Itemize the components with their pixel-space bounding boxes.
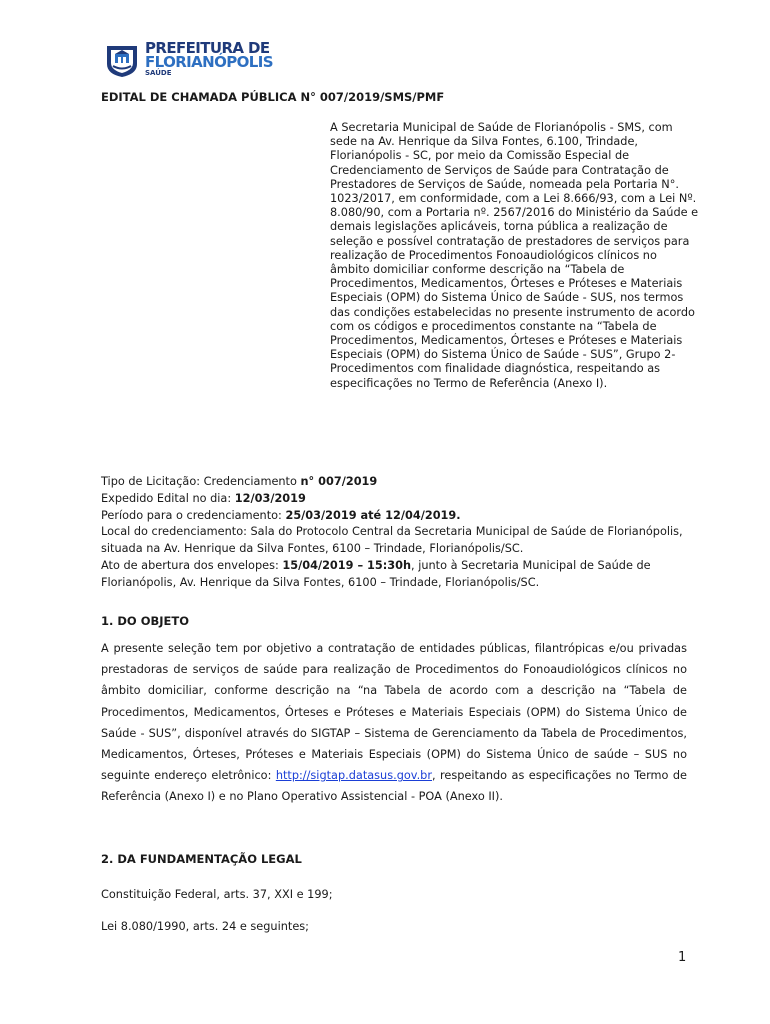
preamble-block (330, 121, 700, 391)
periodo-label: Período para o credenciamento: (101, 508, 286, 522)
document-title: EDITAL DE CHAMADA PÚBLICA N° 007/2019/SMS/PMF (101, 90, 445, 104)
logo-line-3: SAÚDE (145, 69, 172, 77)
tipo-label: Tipo de Licitação: Credenciamento (101, 475, 301, 488)
legal-item-constituicao: Constituição Federal, arts. 37, XXI e 199; (101, 888, 333, 901)
expedido-label: Expedido Edital no dia: (101, 491, 235, 505)
section-1-text-end: , respeitando as especificações no Termo de Referência (Anexo I) e no Plano Operativo Assistencial - POA (Anexo II). (101, 769, 687, 804)
periodo-value: 25/03/2019 até 12/04/2019. (285, 508, 461, 522)
ato-value: 15/04/2019 – 15:30h (282, 558, 412, 572)
section-1-heading: 1. DO OBJETO (101, 614, 189, 628)
info-block (101, 474, 691, 592)
preamble-text: A Secretaria Municipal de Saúde de Florianópolis - SMS, com sede na Av. Henrique da Silva Fontes, 6.100, Trindade, Florianópolis - SC, por meio da Comissão Especial de Credenciamento de Serviços de Saúde para Contratação de Prestadores de Serviços de Saúde, nomeada pela Portaria N°. 1023/2017, em conformidade, com a Lei 8.666/93, com a Lei Nº. 8.080/90, com a Portaria nº. 2567/2016 do Ministério da Saúde e demais legislações aplicáveis, torna pública a realização de seleção e possível contratação de prestadores de serviços para realização de Procedimentos Fonoaudiológicos clínicos no âmbito domiciliar conforme descrição na “Tabela de Procedimentos, Medicamentos, Órteses e Próteses e Materiais Especiais (OPM) do Sistema Único de Saúde - SUS, nos termos das condições estabelecidas no presente instrumento de acordo com os códigos e procedimentos constante na “Tabela de Procedimentos, Medicamentos, Órteses e Próteses e Materiais Especiais (OPM) do Sistema Único de Saúde - SUS”, Grupo 2-Procedimentos com finalidade diagnóstica, respeitando as especificações no Termo de Referência (Anexo I). (330, 121, 699, 390)
logo-line-1: PREFEITURA DE (145, 39, 270, 57)
section-1-body (101, 638, 687, 808)
page-number: 1 (678, 950, 687, 965)
info-periodo (101, 508, 691, 525)
info-expedido (101, 491, 691, 508)
sigtap-link[interactable]: http://sigtap.datasus.gov.br (275, 769, 432, 783)
info-ato (101, 558, 691, 592)
info-tipo (101, 474, 691, 491)
city-seal-icon (104, 42, 140, 78)
logo-line-2: FLORIANÓPOLIS (145, 53, 273, 71)
tipo-value: n° 007/2019 (300, 475, 378, 488)
legal-item-lei-8080: Lei 8.080/1990, arts. 24 e seguintes; (101, 920, 309, 933)
info-local: Local do credenciamento: Sala do Protocolo Central da Secretaria Municipal de Saúde de Florianópolis, situada na Av. Henrique da Silva Fontes, 6100 – Trindade, Florianópolis/SC. (101, 525, 683, 556)
section-1-text: A presente seleção tem por objetivo a contratação de entidades públicas, filantrópicas e/ou privadas prestadoras de serviços de saúde para realização de Procedimentos do Fonoaudiológicos clínicos no âmbito domiciliar, conforme descrição na “na Tabela de acordo com a descrição na “Tabela de Procedimentos, Medicamentos, Órteses e Próteses e Materiais Especiais (OPM) do Sistema Único de Saúde - SUS”, disponível através do SIGTAP – Sistema de Gerenciamento da Tabela de Procedimentos, Medicamentos, Órteses, Próteses e Materiais Especiais (OPM) do Sistema Único de saúde – SUS no seguinte endereço eletrônico: (101, 642, 687, 783)
ato-label: Ato de abertura dos envelopes: (101, 558, 283, 572)
section-1-paragraph (101, 638, 687, 808)
ato-rest: , junto à Secretaria Municipal de Saúde de Florianópolis, Av. Henrique da Silva Fontes, 6100 – Trindade, Florianópolis/SC. (101, 558, 651, 589)
section-2-heading: 2. DA FUNDAMENTAÇÃO LEGAL (101, 852, 302, 866)
expedido-value: 12/03/2019 (234, 491, 306, 505)
